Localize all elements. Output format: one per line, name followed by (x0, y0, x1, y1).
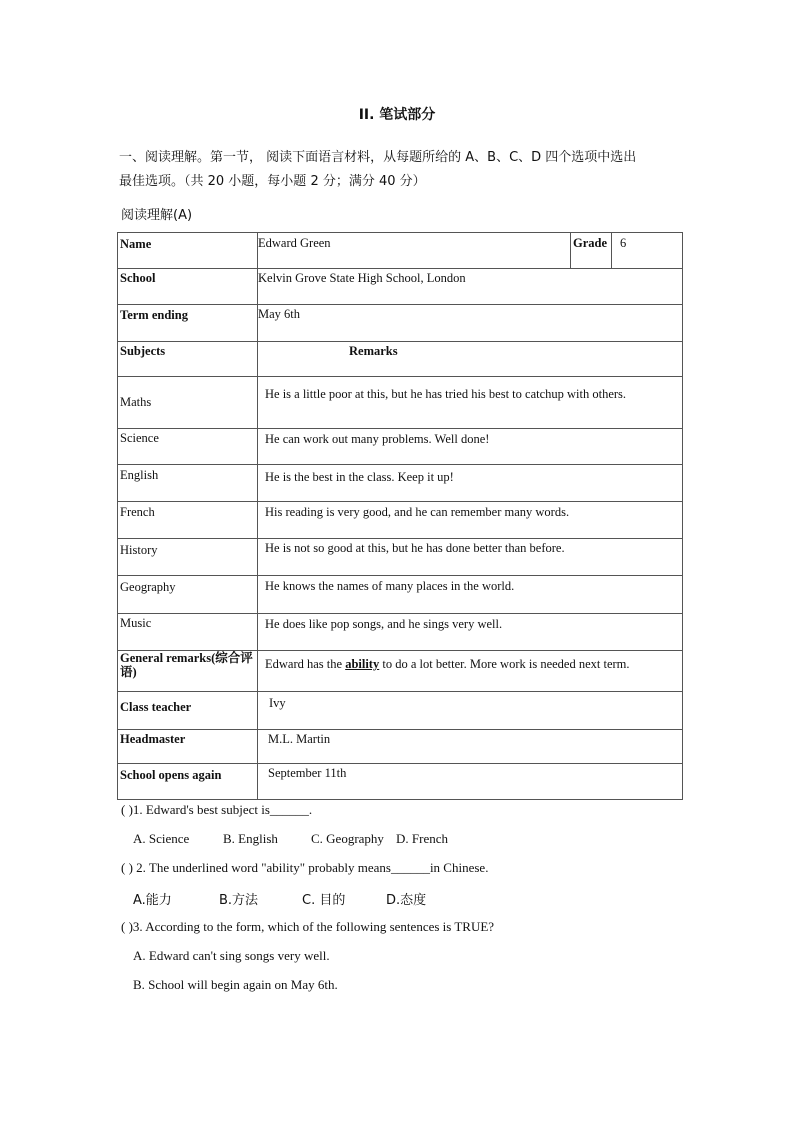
term-value: May 6th (258, 307, 301, 321)
instructions-line-1: 一、阅读理解。第一节， 阅读下面语言材料，从每题所给的 A、B、C、D 四个选项中选出 (119, 150, 637, 165)
question-2-option-b: B.方法 (219, 893, 259, 908)
school-label: School (120, 271, 156, 285)
name-value: Edward Green (258, 236, 331, 250)
question-1-option-c: C. Geography (311, 831, 384, 846)
instructions-line-2: 最佳选项。（共 20 小题，每小题 2 分；满分 40 分） (119, 174, 426, 189)
subject-cell: Geography (120, 580, 176, 594)
question-2-option-c: C. 目的 (302, 893, 346, 908)
question-1-option-b: B. English (223, 831, 278, 846)
section-title: II. 笔试部分 (358, 107, 436, 123)
question-1-stem: ( )1. Edward's best subject is______. (121, 802, 313, 817)
subject-cell: French (120, 505, 155, 519)
general-remarks-text-after: to do a lot better. More work is needed next term. (379, 657, 630, 671)
remark-cell: He is not so good at this, but he has done better than before. (265, 541, 565, 555)
class-teacher-value: Ivy (269, 696, 286, 710)
name-label: Name (120, 237, 152, 251)
general-remarks-value (265, 657, 630, 672)
question-2-option-d: D.态度 (386, 893, 427, 908)
remarks-header: Remarks (349, 344, 398, 358)
subject-cell: Maths (120, 395, 152, 409)
school-opens-value: September 11th (268, 766, 347, 780)
subject-cell: English (120, 468, 159, 482)
remark-cell: He knows the names of many places in the world. (265, 579, 515, 593)
remark-cell: He can work out many problems. Well done! (265, 432, 490, 446)
subject-cell: History (120, 543, 158, 557)
remark-cell: He is a little poor at this, but he has tried his best to catchup with others. (265, 387, 627, 401)
question-2-option-a: A.能力 (133, 893, 172, 908)
subjects-header: Subjects (120, 344, 166, 358)
grade-value: 6 (620, 236, 627, 250)
remark-cell: He is the best in the class. Keep it up! (265, 470, 454, 484)
remark-cell: His reading is very good, and he can remember many words. (265, 505, 570, 519)
question-2-stem: ( ) 2. The underlined word "ability" probably means______in Chinese. (121, 860, 489, 875)
report-card-table (117, 232, 683, 800)
question-1-option-a: A. Science (133, 831, 190, 846)
subsection-title: 阅读理解(A) (121, 208, 193, 223)
question-3-option-a: A. Edward can't sing songs very well. (133, 948, 330, 963)
term-label: Term ending (120, 308, 188, 322)
grade-label: Grade (573, 236, 608, 250)
school-opens-label: School opens again (120, 768, 222, 782)
subject-cell: Science (120, 431, 159, 445)
subject-cell: Music (120, 616, 152, 630)
underlined-word-ability: ability (345, 657, 380, 671)
question-1-option-d: D. French (396, 831, 448, 846)
school-value: Kelvin Grove State High School, London (258, 271, 466, 285)
remark-cell: He does like pop songs, and he sings very well. (265, 617, 503, 631)
headmaster-value: M.L. Martin (268, 732, 331, 746)
question-3-stem: ( )3. According to the form, which of the following sentences is TRUE? (121, 919, 495, 934)
general-remarks-text-before: Edward has the (265, 657, 346, 671)
class-teacher-label: Class teacher (120, 700, 192, 714)
question-3-option-b: B. School will begin again on May 6th. (133, 977, 338, 992)
headmaster-label: Headmaster (120, 732, 186, 746)
general-remarks-label: General remarks(综合评语) (120, 651, 253, 679)
